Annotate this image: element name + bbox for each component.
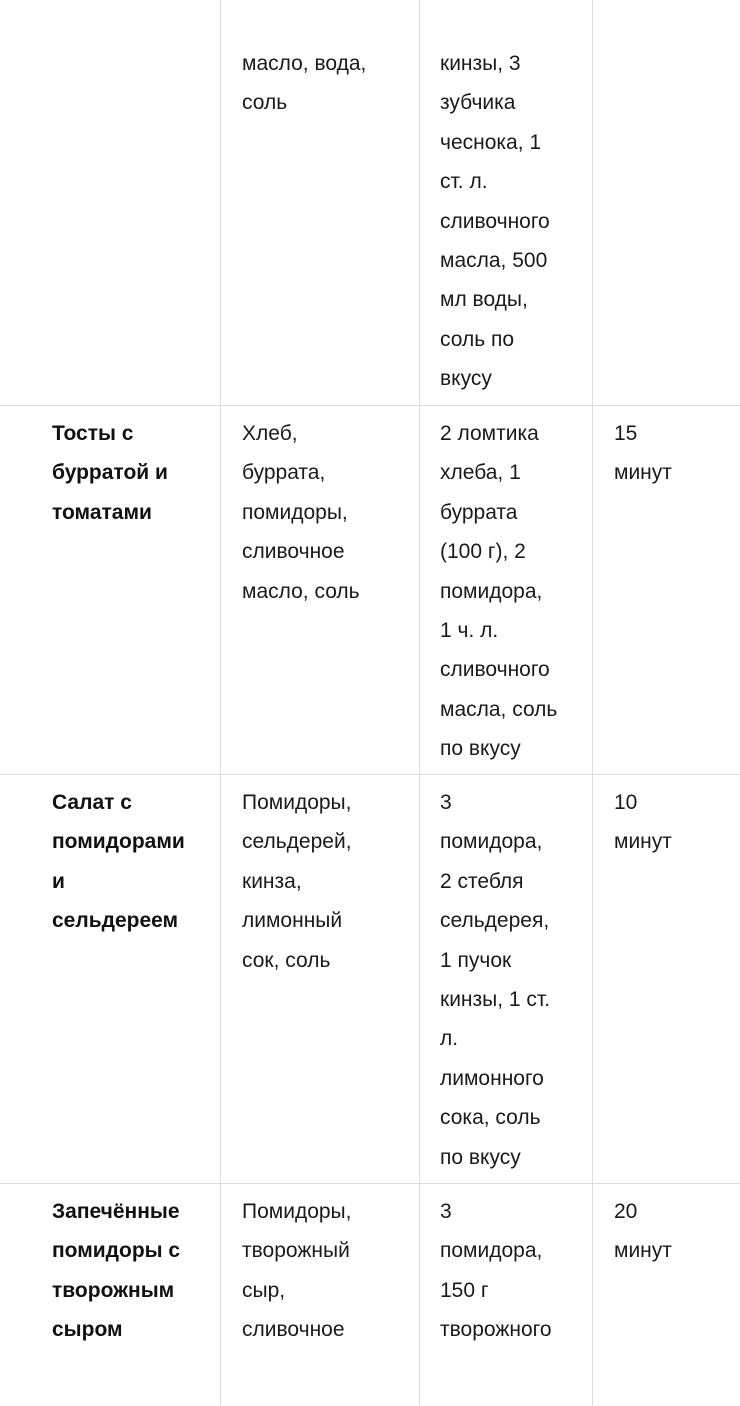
recipe-ingredients: Хлеб, буррата, помидоры, сливочное масло, соль bbox=[242, 422, 360, 603]
row-divider bbox=[0, 1183, 740, 1184]
recipe-ingredients: масло, вода, соль bbox=[242, 52, 367, 115]
recipe-time: 20 минут bbox=[614, 1200, 672, 1263]
row-divider bbox=[0, 774, 740, 775]
column-divider bbox=[220, 0, 221, 1406]
column-divider bbox=[419, 0, 420, 1406]
recipe-name: Запечённые помидоры с творожным сыром bbox=[52, 1200, 181, 1342]
recipe-name: Салат с помидорами и сельдереем bbox=[52, 791, 185, 933]
row-divider bbox=[0, 405, 740, 406]
recipe-amounts: кинзы, 3 зубчика чеснока, 1 ст. л. сливочного масла, 500 мл воды, соль по вкусу bbox=[440, 52, 550, 391]
recipe-amounts: 3 помидора, 2 стебля сельдерея, 1 пучок кинзы, 1 ст. л. лимонного сока, соль по вкусу bbox=[440, 791, 551, 1169]
recipe-time: 10 минут bbox=[614, 791, 672, 854]
recipe-ingredients: Помидоры, творожный сыр, сливочное bbox=[242, 1200, 352, 1342]
column-divider bbox=[592, 0, 593, 1406]
recipe-ingredients: Помидоры, сельдерей, кинза, лимонный сок, соль bbox=[242, 791, 352, 972]
recipe-time: 15 минут bbox=[614, 422, 672, 485]
recipe-amounts: 3 помидора, 150 г творожного bbox=[440, 1200, 552, 1342]
recipe-amounts: 2 ломтика хлеба, 1 буррата (100 г), 2 помидора, 1 ч. л. сливочного масла, соль по вкусу bbox=[440, 422, 558, 761]
recipe-name: Тосты с бурратой и томатами bbox=[52, 422, 168, 524]
